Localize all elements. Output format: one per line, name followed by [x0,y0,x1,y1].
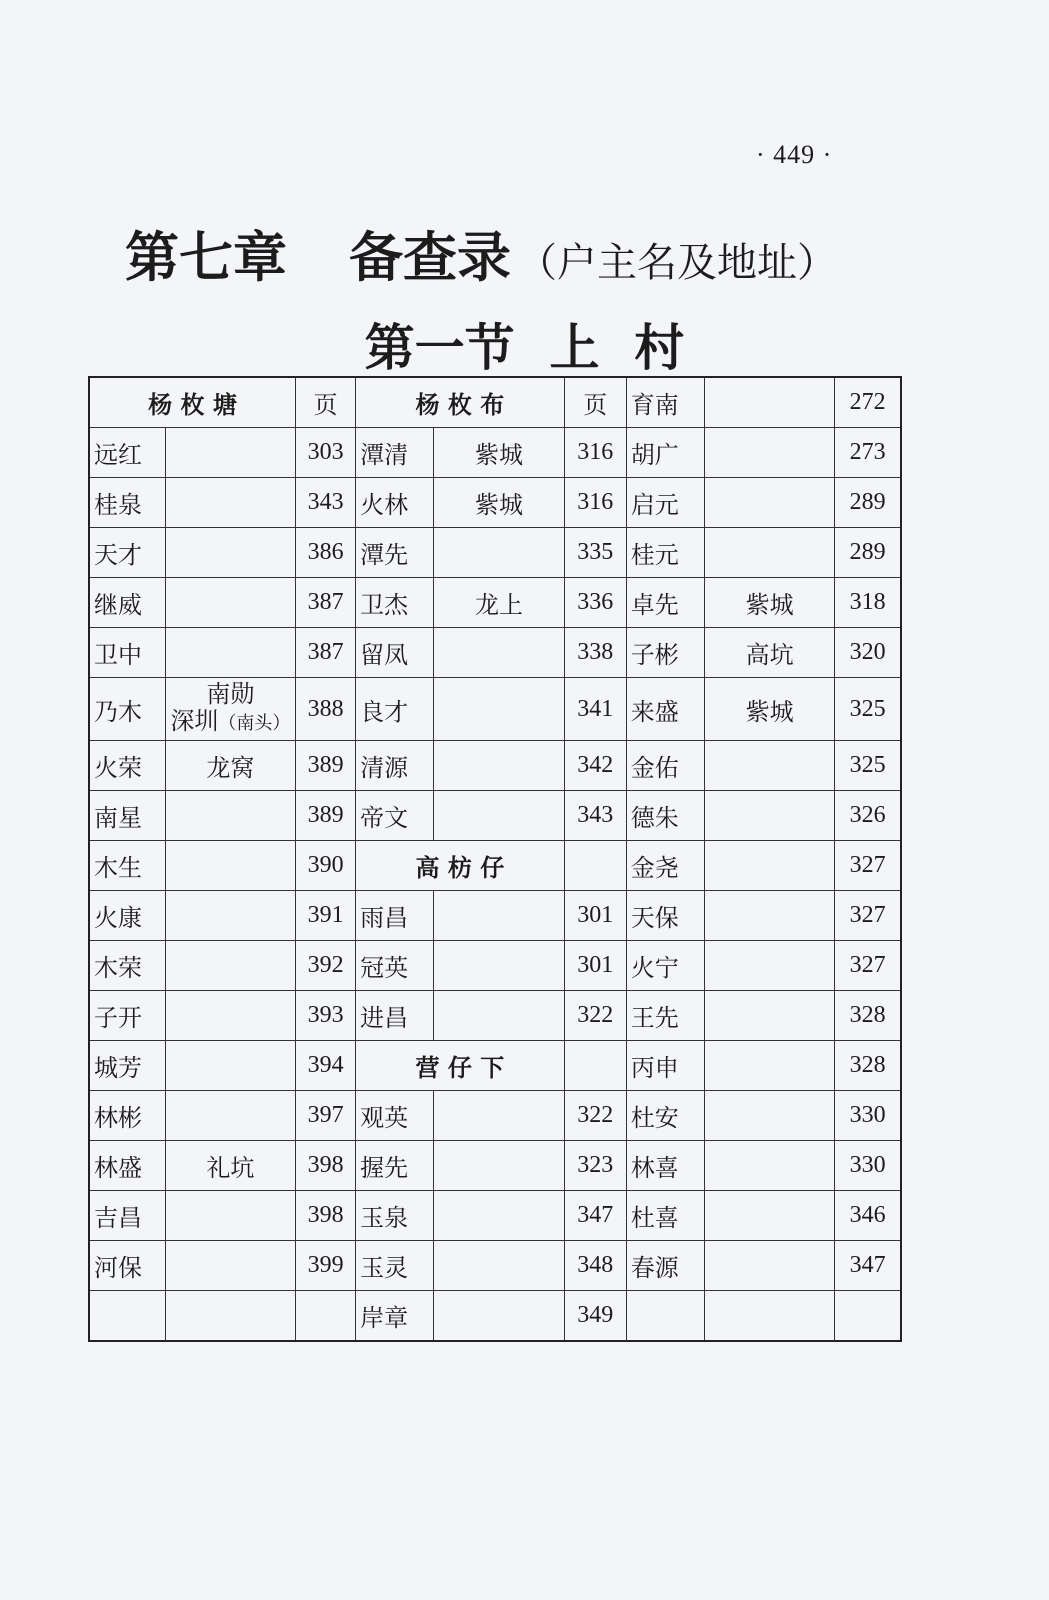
householder-name: 火荣 [89,741,165,791]
address-cell [165,528,295,578]
householder-name: 天保 [626,891,704,941]
address-line [170,708,291,737]
page-cell [296,1291,356,1342]
page-cell: 399 [296,1241,356,1291]
page-cell: 341 [564,678,626,741]
address-cell [165,628,295,678]
page-cell: 342 [564,741,626,791]
page-cell: 388 [296,678,356,741]
page-cell: 327 [835,941,901,991]
table-row [89,1091,901,1141]
address-cell [165,578,295,628]
table-row [89,941,901,991]
householder-name: 观英 [356,1091,434,1141]
address-cell [434,1291,564,1342]
address-cell [704,1241,834,1291]
page-cell: 387 [296,628,356,678]
address-cell [434,678,564,741]
householder-name: 木荣 [89,941,165,991]
householder-name: 启元 [626,478,704,528]
page-cell: 330 [835,1141,901,1191]
address-cell [704,741,834,791]
address-cell [704,791,834,841]
address-cell: 紫城 [704,678,834,741]
page-cell: 393 [296,991,356,1041]
page-cell: 326 [835,791,901,841]
page-cell: 301 [564,891,626,941]
householder-name: 子开 [89,991,165,1041]
table-row [89,428,901,478]
address-cell [165,1091,295,1141]
householder-name: 育南 [626,377,704,428]
householder-name: 金尧 [626,841,704,891]
householder-name: 乃木 [89,678,165,741]
page-cell [835,1291,901,1342]
householder-name: 金佑 [626,741,704,791]
householder-name: 春源 [626,1241,704,1291]
householder-name: 玉灵 [356,1241,434,1291]
householder-name: 卫杰 [356,578,434,628]
page-cell: 338 [564,628,626,678]
householder-name: 城芳 [89,1041,165,1091]
householder-name: 潭先 [356,528,434,578]
page-cell: 391 [296,891,356,941]
page-cell: 347 [564,1191,626,1241]
householder-name: 杜安 [626,1091,704,1141]
address-cell [704,891,834,941]
page-cell: 330 [835,1091,901,1141]
address-cell [704,941,834,991]
householder-name: 胡广 [626,428,704,478]
table-row [89,891,901,941]
householder-name: 玉泉 [356,1191,434,1241]
page-cell: 320 [835,628,901,678]
address-cell [165,1191,295,1241]
householder-name: 卫中 [89,628,165,678]
table-row [89,841,901,891]
page-header: 页 [296,377,356,428]
address-cell [704,478,834,528]
householder-name: 桂泉 [89,478,165,528]
householder-name: 天才 [89,528,165,578]
page-cell: 392 [296,941,356,991]
householder-name [626,1291,704,1342]
group-header: 营 仔 下 [356,1041,565,1091]
householder-name: 握先 [356,1141,434,1191]
address-cell [434,1141,564,1191]
address-cell [165,428,295,478]
page-cell: 389 [296,741,356,791]
householder-name: 子彬 [626,628,704,678]
page-cell: 301 [564,941,626,991]
address-cell [165,791,295,841]
householder-name: 林喜 [626,1141,704,1191]
page-cell: 398 [296,1191,356,1241]
address-cell [704,841,834,891]
page-cell: 273 [835,428,901,478]
householder-name: 卓先 [626,578,704,628]
address-text: 深圳 [170,707,219,735]
householder-name: 留凤 [356,628,434,678]
householder-name: 杜喜 [626,1191,704,1241]
address-cell [434,741,564,791]
page-cell: 387 [296,578,356,628]
address-cell: 礼坑 [165,1141,295,1191]
householder-name: 岸章 [356,1291,434,1342]
address-cell [165,1241,295,1291]
page-cell: 389 [296,791,356,841]
table-row [89,628,901,678]
page-cell: 398 [296,1141,356,1191]
page-cell: 323 [564,1141,626,1191]
table-row [89,528,901,578]
page-cell: 316 [564,478,626,528]
page-cell: 343 [564,791,626,841]
page-cell: 327 [835,891,901,941]
address-cell [165,991,295,1041]
householder-name: 雨昌 [356,891,434,941]
address-cell [704,1141,834,1191]
household-directory-table [88,376,902,1342]
table-row [89,1291,901,1342]
address-cell [434,941,564,991]
table-row [89,791,901,841]
address-cell [704,1291,834,1342]
address-cell [165,1041,295,1091]
table-row [89,478,901,528]
householder-name: 潭清 [356,428,434,478]
address-cell [434,1241,564,1291]
householder-name: 林盛 [89,1141,165,1191]
address-cell [704,428,834,478]
chapter-title [125,215,837,292]
address-cell [434,891,564,941]
page-cell: 347 [835,1241,901,1291]
page-cell: 272 [835,377,901,428]
page-cell: 325 [835,741,901,791]
householder-name: 帝文 [356,791,434,841]
address-cell: 紫城 [704,578,834,628]
householder-name: 桂元 [626,528,704,578]
address-cell [165,678,295,741]
householder-name: 王先 [626,991,704,1041]
address-cell [704,528,834,578]
address-cell [434,991,564,1041]
householder-name: 来盛 [626,678,704,741]
chapter-subtitle: （户主名及地址） [517,240,837,286]
page-cell: 390 [296,841,356,891]
householder-name: 吉昌 [89,1191,165,1241]
address-cell [165,1291,295,1342]
page-cell: 303 [296,428,356,478]
householder-name: 木生 [89,841,165,891]
householder-name: 丙申 [626,1041,704,1091]
householder-name: 火宁 [626,941,704,991]
householder-name: 继威 [89,578,165,628]
address-cell [704,1091,834,1141]
page-cell: 394 [296,1041,356,1091]
table-row [89,1041,901,1091]
address-cell [434,791,564,841]
page-cell: 318 [835,578,901,628]
table-row [89,991,901,1041]
section-title: 第一节 上 村 [364,319,685,377]
page-cell: 349 [564,1291,626,1342]
page-cell: 322 [564,1091,626,1141]
householder-name: 进昌 [356,991,434,1041]
table-row [89,1191,901,1241]
address-cell [434,528,564,578]
address-cell [704,1041,834,1091]
address-cell [434,628,564,678]
address-cell [704,991,834,1041]
chapter-number: 第七章 [125,226,287,289]
address-cell [704,1191,834,1241]
address-cell: 高坑 [704,628,834,678]
chapter-name: 备查录 [349,226,511,289]
address-cell: 紫城 [434,428,564,478]
table-row [89,578,901,628]
householder-name: 南星 [89,791,165,841]
page-cell: 289 [835,528,901,578]
address-cell [434,1091,564,1141]
address-cell [165,941,295,991]
householder-name: 火康 [89,891,165,941]
address-cell [165,891,295,941]
address-cell [165,478,295,528]
page-cell: 386 [296,528,356,578]
page-cell: 328 [835,1041,901,1091]
address-cell [165,841,295,891]
address-line: 南勋 [206,680,255,708]
table-row [89,1141,901,1191]
address-cell [434,1191,564,1241]
householder-name [89,1291,165,1342]
householder-name: 清源 [356,741,434,791]
householder-name: 良才 [356,678,434,741]
table-row [89,1241,901,1291]
page-cell: 343 [296,478,356,528]
group-header: 高 枋 仔 [356,841,565,891]
page-cell [564,1041,626,1091]
address-cell: 龙窝 [165,741,295,791]
page-cell: 335 [564,528,626,578]
page-cell: 289 [835,478,901,528]
page-cell: 348 [564,1241,626,1291]
page-header: 页 [564,377,626,428]
table-row [89,678,901,741]
householder-name: 德朱 [626,791,704,841]
address-cell: 龙上 [434,578,564,628]
address-note: （南头） [218,713,291,734]
page-cell: 328 [835,991,901,1041]
page-number: · 449 · [756,140,833,169]
table-header-row [89,377,901,428]
group-header: 杨 枚 塘 [89,377,296,428]
page-cell: 346 [835,1191,901,1241]
page-cell: 327 [835,841,901,891]
page-cell: 336 [564,578,626,628]
page-cell: 397 [296,1091,356,1141]
table-row [89,741,901,791]
address-cell: 紫城 [434,478,564,528]
group-header: 杨 枚 布 [356,377,565,428]
householder-name: 冠英 [356,941,434,991]
householder-name: 河保 [89,1241,165,1291]
page-cell: 316 [564,428,626,478]
page-cell [564,841,626,891]
householder-name: 远红 [89,428,165,478]
householder-name: 火林 [356,478,434,528]
page-cell: 325 [835,678,901,741]
householder-name: 林彬 [89,1091,165,1141]
page-cell: 322 [564,991,626,1041]
address-cell [704,377,834,428]
